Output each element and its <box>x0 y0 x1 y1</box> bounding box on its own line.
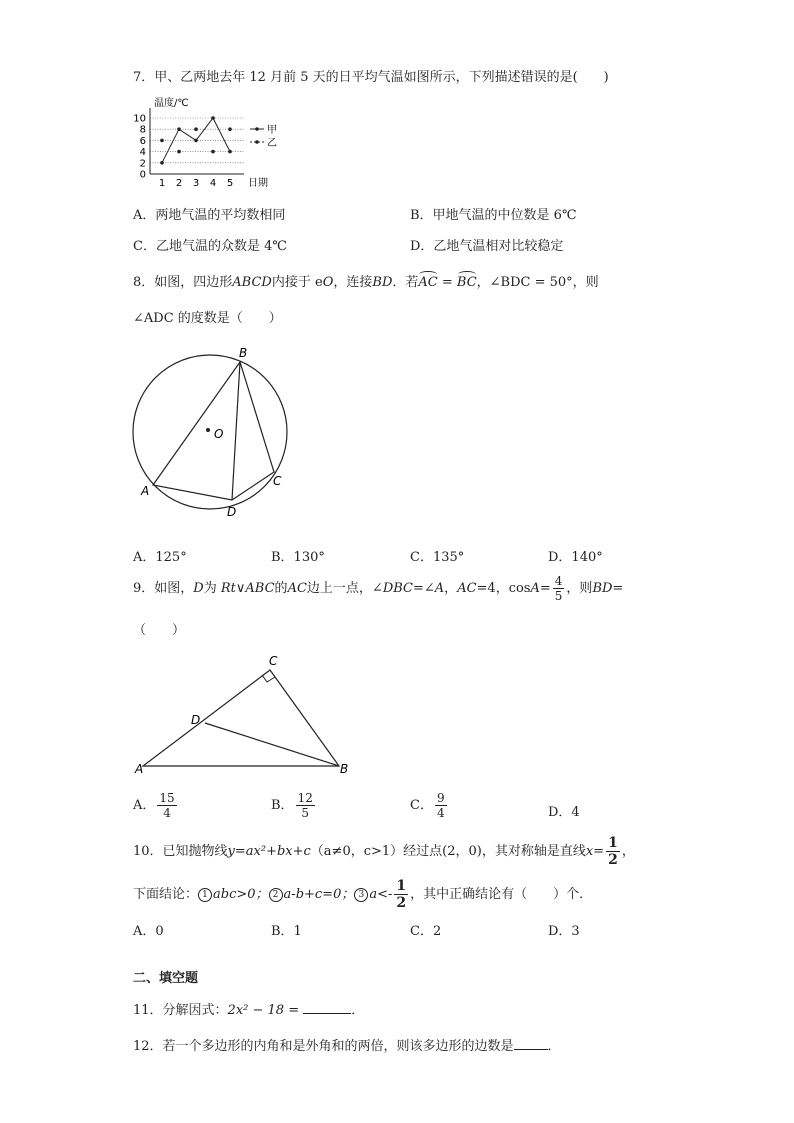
q12-stem: 12．若一个多边形的内角和是外角和的两倍，则该多边形的边数是 ． <box>133 1039 561 1054</box>
yi-data-point <box>160 139 164 143</box>
q10-conclusions: 下面结论： 1 abc>0； 2 a-b+c=0； 3 a<- $\frac{1}{2}$ ，其中正确结论有（ ）个． <box>133 878 593 911</box>
q7-option-a: A．两地气温的平均数相同 <box>133 208 286 223</box>
circled-number-2: 2 <box>269 888 283 902</box>
circled-number-1: 1 <box>198 888 212 902</box>
arc-ac: AC <box>418 275 438 290</box>
fraction-1-2: $\frac{1}{2}$ <box>608 835 618 868</box>
q8-circle-figure <box>128 342 298 520</box>
q9-option-c: C． $\frac{9}{4}$ <box>410 791 445 820</box>
jia-data-point <box>160 161 164 165</box>
yi-data-point <box>177 150 181 154</box>
y-tick-label: 6 <box>139 135 146 147</box>
q8-option-d: D．140° <box>548 550 603 565</box>
yi-data-point <box>194 127 198 131</box>
q9-stem-line2: （ ） <box>133 623 186 638</box>
q8-stem: 8．如图，四边形ABCD内接于 eO，连接BD．若AC = BC，∠BDC = 50°，则 <box>133 275 599 290</box>
q7-option-b: B．甲地气温的中位数是 6℃ <box>410 208 577 223</box>
q8-option-a: A．125° <box>133 550 187 565</box>
y-tick-label: 2 <box>139 158 146 170</box>
center-point <box>206 428 210 432</box>
q8-stem-line2: ∠ADC 的度数是（ ） <box>133 311 282 326</box>
q7-line-chart <box>130 92 290 192</box>
x-tick-label: 4 <box>209 178 217 189</box>
x-tick-label: 2 <box>175 178 183 189</box>
answer-blank[interactable] <box>514 1039 548 1050</box>
y-tick-labels <box>133 114 146 181</box>
jia-data-point <box>194 139 198 143</box>
q10-option-c: C．2 <box>410 924 442 939</box>
q10-stem: 10．已知抛物线y=ax²+bx+c（a≠0，c>1）经过点(2，0)，其对称轴是直线x= $\frac{1}{2}$ ， <box>133 835 635 868</box>
triangle-abc <box>143 670 339 766</box>
label-c: C <box>269 654 278 668</box>
q10-option-b: B．1 <box>271 924 302 939</box>
label-o: O <box>214 427 224 441</box>
segment-bd <box>232 362 240 500</box>
q9-option-b: B． $\frac{12}{5}$ <box>271 791 313 820</box>
fraction-4-5: $\frac{4}{5}$ <box>554 574 563 603</box>
q9-stem: 9．如图，D为 Rt∨ABC的AC边上一点，∠DBC=∠A，AC=4，cosA= $\frac{4}{5}$ ，则BD= <box>133 574 624 603</box>
q7-option-c: C．乙地气温的众数是 4℃ <box>133 239 287 254</box>
label-d: D <box>227 505 237 519</box>
y-tick-label: 4 <box>139 147 146 159</box>
jia-data-point <box>211 116 215 120</box>
y-tick-label: 10 <box>133 113 146 125</box>
q10-option-a: A．0 <box>133 924 164 939</box>
legend-jia-marker <box>255 127 259 131</box>
x-axis-label: 日期 <box>248 178 268 189</box>
yi-data-point <box>228 127 232 131</box>
q7-option-d: D．乙地气温相对比较稳定 <box>410 239 564 254</box>
right-angle-mark <box>262 675 275 682</box>
q9-triangle-figure <box>128 648 360 778</box>
q9-option-d: D．4 <box>548 805 580 820</box>
y-axis-label: 温度/℃ <box>154 98 189 109</box>
label-b: B <box>340 762 349 776</box>
jia-data-point <box>177 127 181 131</box>
section-heading-fill-in: 二、填空题 <box>133 971 199 986</box>
label-a: A <box>135 762 144 776</box>
q7-stem: 7．甲、乙两地去年 12 月前 5 天的日平均气温如图所示，下列描述错误的是( ) <box>133 70 609 85</box>
yi-data-point <box>211 150 215 154</box>
q9-option-a: A． $\frac{15}{4}$ <box>133 791 175 820</box>
legend-jia-label: 甲 <box>267 125 277 136</box>
y-tick-label: 0 <box>139 169 146 181</box>
label-c: C <box>273 474 282 488</box>
q10-option-d: D．3 <box>548 924 580 939</box>
q11-stem: 11．分解因式：2x² − 18 = ． <box>133 1003 365 1018</box>
legend-yi-marker <box>255 140 259 144</box>
q8-option-c: C．135° <box>410 550 465 565</box>
arc-bc: BC <box>456 275 477 290</box>
segment-db <box>205 723 339 766</box>
x-tick-label: 3 <box>192 178 200 189</box>
x-tick-labels <box>159 178 233 189</box>
q8-option-b: B．130° <box>271 550 325 565</box>
x-tick-label: 5 <box>226 178 234 189</box>
circled-number-3: 3 <box>354 888 368 902</box>
label-a: A <box>141 484 150 498</box>
x-tick-label: 1 <box>158 178 166 189</box>
answer-blank[interactable] <box>303 1003 351 1014</box>
label-d: D <box>191 713 201 727</box>
jia-data-point <box>228 150 232 154</box>
y-tick-label: 8 <box>139 124 146 136</box>
legend-yi-label: 乙 <box>267 138 277 149</box>
label-b: B <box>239 346 248 360</box>
